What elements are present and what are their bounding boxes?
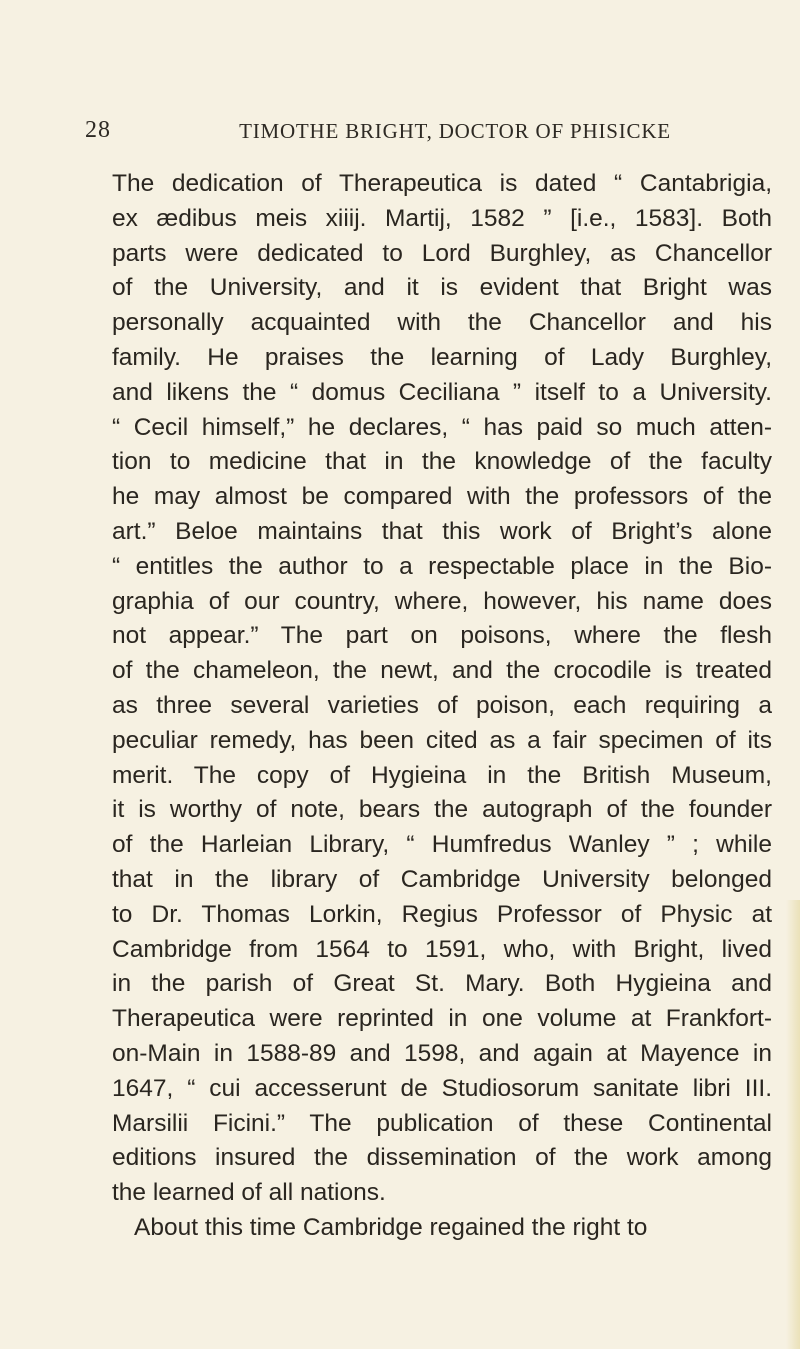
text-line: “ entitles the author to a respectable place in the Bio- [112, 552, 772, 580]
text-line: graphia of our country, where, however, his name does [112, 587, 772, 615]
text-line: peculiar remedy, has been cited as a fair specimen of its [112, 726, 772, 754]
text-line: of the chameleon, the newt, and the crocodile is treated [112, 657, 772, 685]
text-line: merit. The copy of Hygieina in the British Museum, [112, 761, 772, 789]
paragraph-end-line: the learned of all nations. [112, 1179, 386, 1207]
text-line: it is worthy of note, bears the autograph of the founder [112, 796, 772, 824]
text-line: that in the library of Cambridge University belonged [112, 865, 772, 893]
text-line: and likens the “ domus Ceciliana ” itself to a University. [112, 378, 772, 406]
text-line: in the parish of Great St. Mary. Both Hygieina and [112, 970, 772, 998]
text-line: “ Cecil himself,” he declares, “ has paid so much atten- [112, 413, 772, 441]
text-line: he may almost be compared with the professors of the [112, 483, 772, 511]
text-line: personally acquainted with the Chancellor and his [112, 309, 772, 337]
text-line: of the University, and it is evident that Bright was [112, 274, 772, 302]
text-line: Therapeutica were reprinted in one volume at Frankfort- [112, 1005, 772, 1033]
text-line: as three several varieties of poison, each requiring a [112, 691, 772, 719]
body-paragraphs [112, 167, 772, 1246]
text-line: tion to medicine that in the knowledge of the faculty [112, 448, 772, 476]
text-line: ex ædibus meis xiiij. Martij, 1582 ” [i.e., 1583]. Both [112, 204, 772, 232]
text-line: of the Harleian Library, “ Humfredus Wanley ” ; while [112, 831, 772, 859]
text-line: art.” Beloe maintains that this work of Bright’s alone [112, 517, 772, 545]
running-title: TIMOTHE BRIGHT, DOCTOR OF PHISICKE [239, 119, 671, 143]
text-line: 1647, “ cui accesserunt de Studiosorum sanitate libri III. [112, 1074, 772, 1102]
text-line: Cambridge from 1564 to 1591, who, with Bright, lived [112, 935, 772, 963]
paragraph-start-line: About this time Cambridge regained the right to [134, 1213, 648, 1241]
text-line: to Dr. Thomas Lorkin, Regius Professor of Physic at [112, 900, 772, 928]
text-line: The dedication of Therapeutica is dated “ Cantabrigia, [112, 170, 772, 197]
running-head [85, 113, 765, 153]
text-line: on-Main in 1588-89 and 1598, and again at Mayence in [112, 1039, 772, 1067]
text-line: not appear.” The part on poisons, where the flesh [112, 622, 772, 650]
text-line: Marsilii Ficini.” The publication of these Continental [112, 1109, 772, 1137]
page-edge-shading [786, 900, 800, 1349]
text-line: editions insured the dissemination of the work among [112, 1144, 772, 1172]
text-line: parts were dedicated to Lord Burghley, as Chancellor [112, 239, 772, 267]
page-number: 28 [85, 117, 111, 143]
text-line: family. He praises the learning of Lady Burghley, [112, 343, 772, 371]
